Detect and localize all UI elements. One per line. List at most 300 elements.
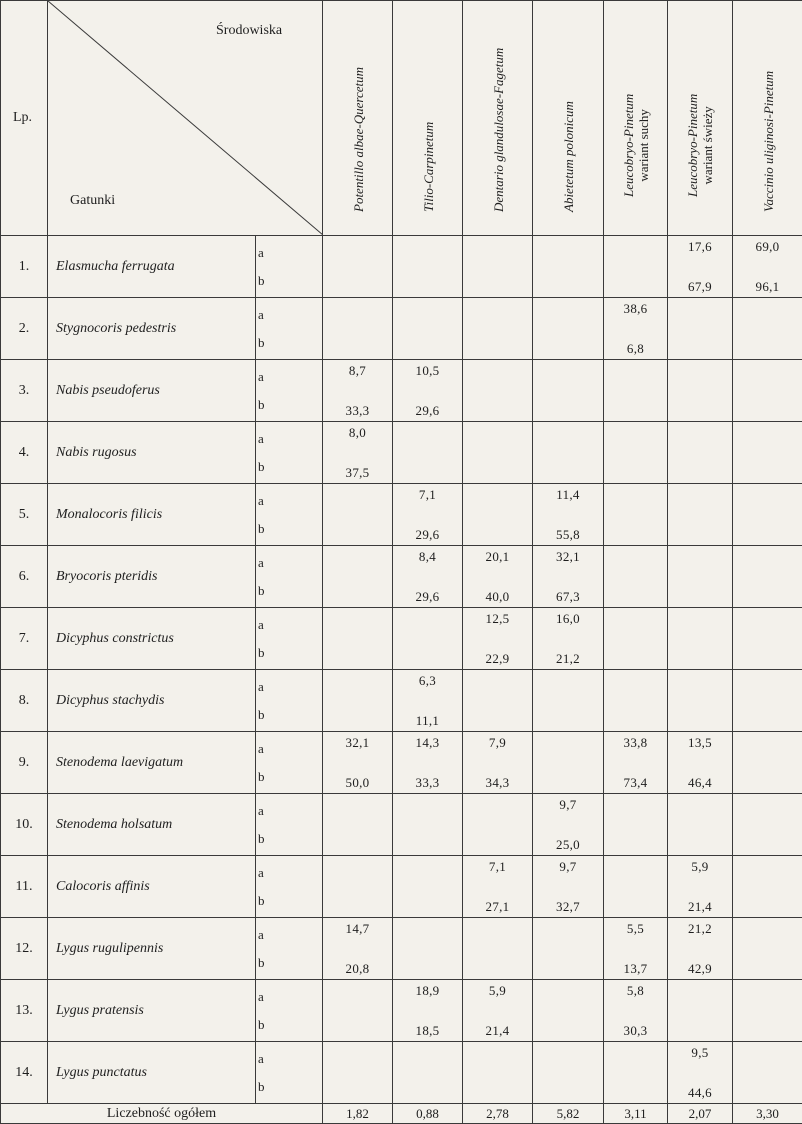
label-b: b	[256, 577, 322, 605]
value-b-col-6	[668, 701, 733, 732]
species-name: Lygus rugulipennis	[48, 918, 256, 980]
value-a-col-5	[604, 546, 668, 578]
label-a: a	[256, 425, 322, 453]
ab-labels	[256, 608, 323, 670]
value-b-col-1	[323, 267, 393, 298]
value-a-col-3: 7,1	[463, 856, 533, 888]
row-number: 9.	[1, 732, 48, 794]
value-a-col-1	[323, 980, 393, 1012]
label-b: b	[256, 267, 322, 295]
value-a-col-6	[668, 422, 733, 454]
value-a-col-5: 5,5	[604, 918, 668, 950]
value-b-col-2	[393, 825, 463, 856]
value-a-col-1	[323, 546, 393, 578]
value-b-col-2: 11,1	[393, 701, 463, 732]
value-b-col-4	[533, 391, 604, 422]
value-a-col-3	[463, 298, 533, 330]
value-a-col-4	[533, 236, 604, 268]
ab-labels	[256, 360, 323, 422]
col-header-6-text: Leucobryo-Pinetum wariant świeży	[685, 94, 715, 197]
value-a-col-5	[604, 236, 668, 268]
value-a-col-3: 5,9	[463, 980, 533, 1012]
value-b-col-3: 34,3	[463, 763, 533, 794]
value-b-col-5: 73,4	[604, 763, 668, 794]
value-b-col-1	[323, 887, 393, 918]
value-a-col-3: 12,5	[463, 608, 533, 640]
value-a-col-6	[668, 794, 733, 826]
row-number: 14.	[1, 1042, 48, 1104]
value-b-col-1	[323, 329, 393, 360]
value-b-col-3	[463, 267, 533, 298]
ab-labels	[256, 670, 323, 732]
value-a-col-1: 8,7	[323, 360, 393, 392]
value-b-col-1	[323, 701, 393, 732]
value-a-col-4: 9,7	[533, 856, 604, 888]
value-a-col-4: 11,4	[533, 484, 604, 516]
total-value-2: 0,88	[393, 1104, 463, 1124]
value-a-col-7	[733, 918, 802, 950]
table-row	[1, 360, 802, 392]
ab-labels	[256, 794, 323, 856]
row-number: 7.	[1, 608, 48, 670]
value-b-col-1: 37,5	[323, 453, 393, 484]
value-a-col-7	[733, 1042, 802, 1074]
value-b-col-7	[733, 329, 802, 360]
value-a-col-2: 14,3	[393, 732, 463, 764]
value-b-col-6	[668, 825, 733, 856]
totals-row	[1, 1104, 802, 1124]
label-b: b	[256, 701, 322, 729]
value-a-col-3	[463, 670, 533, 702]
value-b-col-3: 22,9	[463, 639, 533, 670]
species-name: Calocoris affinis	[48, 856, 256, 918]
value-b-col-5	[604, 577, 668, 608]
col-header-3	[463, 1, 533, 236]
total-value-6: 2,07	[668, 1104, 733, 1124]
value-a-col-3	[463, 1042, 533, 1074]
value-a-col-2	[393, 794, 463, 826]
value-a-col-1	[323, 856, 393, 888]
col-header-3-text: Dentario glandulosae-Fagetum	[491, 48, 506, 212]
label-b: b	[256, 1011, 322, 1039]
value-b-col-4: 21,2	[533, 639, 604, 670]
value-a-col-7	[733, 422, 802, 454]
value-a-col-3	[463, 484, 533, 516]
value-a-col-4: 9,7	[533, 794, 604, 826]
total-value-4: 5,82	[533, 1104, 604, 1124]
label-a: a	[256, 735, 322, 763]
value-a-col-5	[604, 422, 668, 454]
value-a-col-6: 17,6	[668, 236, 733, 268]
header-row	[1, 1, 802, 236]
value-b-col-7	[733, 639, 802, 670]
table-row	[1, 918, 802, 950]
value-b-col-5	[604, 701, 668, 732]
value-b-col-2	[393, 329, 463, 360]
value-a-col-6	[668, 360, 733, 392]
value-a-col-5	[604, 484, 668, 516]
value-b-col-2: 29,6	[393, 391, 463, 422]
value-a-col-1	[323, 794, 393, 826]
value-b-col-6	[668, 391, 733, 422]
value-b-col-3: 27,1	[463, 887, 533, 918]
value-a-col-4	[533, 918, 604, 950]
value-b-col-4	[533, 1011, 604, 1042]
col-header-4	[533, 1, 604, 236]
value-b-col-6	[668, 1011, 733, 1042]
value-a-col-7	[733, 980, 802, 1012]
value-b-col-5	[604, 267, 668, 298]
row-number: 6.	[1, 546, 48, 608]
value-b-col-5	[604, 391, 668, 422]
label-a: a	[256, 983, 322, 1011]
value-a-col-6: 9,5	[668, 1042, 733, 1074]
table-row	[1, 422, 802, 454]
species-name: Dicyphus constrictus	[48, 608, 256, 670]
value-b-col-5: 30,3	[604, 1011, 668, 1042]
table-row	[1, 1042, 802, 1074]
value-b-col-5	[604, 515, 668, 546]
value-a-col-7	[733, 732, 802, 764]
row-number: 13.	[1, 980, 48, 1042]
col-header-6	[668, 1, 733, 236]
table-body	[1, 236, 802, 1104]
value-a-col-4	[533, 732, 604, 764]
value-b-col-6	[668, 577, 733, 608]
value-b-col-6	[668, 329, 733, 360]
ab-labels	[256, 980, 323, 1042]
value-b-col-4	[533, 453, 604, 484]
value-b-col-2	[393, 453, 463, 484]
row-number: 1.	[1, 236, 48, 298]
value-a-col-6	[668, 298, 733, 330]
value-b-col-4	[533, 949, 604, 980]
value-b-col-2: 29,6	[393, 515, 463, 546]
label-a: a	[256, 301, 322, 329]
diagonal-header	[48, 1, 323, 236]
col-header-5-text: Leucobryo-Pinetum wariant suchy	[621, 94, 651, 197]
value-a-col-2	[393, 298, 463, 330]
label-a: a	[256, 549, 322, 577]
col-header-7	[733, 1, 802, 236]
value-b-col-5	[604, 453, 668, 484]
value-a-col-3: 7,9	[463, 732, 533, 764]
value-a-col-2	[393, 422, 463, 454]
value-b-col-6	[668, 453, 733, 484]
value-a-col-6	[668, 546, 733, 578]
species-name: Stygnocoris pedestris	[48, 298, 256, 360]
value-a-col-2: 7,1	[393, 484, 463, 516]
total-value-3: 2,78	[463, 1104, 533, 1124]
value-a-col-1: 8,0	[323, 422, 393, 454]
value-b-col-1	[323, 639, 393, 670]
value-a-col-4	[533, 422, 604, 454]
value-b-col-7	[733, 1011, 802, 1042]
value-b-col-7	[733, 701, 802, 732]
environments-label: Środowiska	[216, 23, 282, 39]
value-a-col-1: 14,7	[323, 918, 393, 950]
value-b-col-4: 67,3	[533, 577, 604, 608]
value-b-col-2: 29,6	[393, 577, 463, 608]
row-number: 11.	[1, 856, 48, 918]
label-a: a	[256, 797, 322, 825]
value-b-col-2	[393, 267, 463, 298]
value-a-col-4	[533, 670, 604, 702]
value-a-col-3	[463, 360, 533, 392]
label-a: a	[256, 363, 322, 391]
value-a-col-6	[668, 608, 733, 640]
row-number: 10.	[1, 794, 48, 856]
value-a-col-5	[604, 360, 668, 392]
value-b-col-7: 96,1	[733, 267, 802, 298]
value-b-col-3	[463, 391, 533, 422]
value-a-col-4	[533, 980, 604, 1012]
row-number: 8.	[1, 670, 48, 732]
species-name: Elasmucha ferrugata	[48, 236, 256, 298]
value-a-col-2: 10,5	[393, 360, 463, 392]
ab-labels	[256, 732, 323, 794]
col-header-2	[393, 1, 463, 236]
value-a-col-5	[604, 670, 668, 702]
value-a-col-6	[668, 980, 733, 1012]
value-b-col-1: 50,0	[323, 763, 393, 794]
value-b-col-3	[463, 701, 533, 732]
table-row	[1, 670, 802, 702]
value-b-col-1	[323, 577, 393, 608]
value-b-col-1: 33,3	[323, 391, 393, 422]
value-b-col-2: 18,5	[393, 1011, 463, 1042]
species-name: Bryocoris pteridis	[48, 546, 256, 608]
table-row	[1, 484, 802, 516]
value-a-col-2	[393, 608, 463, 640]
value-a-col-2: 18,9	[393, 980, 463, 1012]
value-a-col-2	[393, 918, 463, 950]
value-a-col-3	[463, 422, 533, 454]
value-b-col-5	[604, 825, 668, 856]
value-b-col-1: 20,8	[323, 949, 393, 980]
value-b-col-6	[668, 639, 733, 670]
label-b: b	[256, 639, 322, 667]
value-b-col-2	[393, 887, 463, 918]
species-name: Lygus pratensis	[48, 980, 256, 1042]
label-a: a	[256, 487, 322, 515]
label-b: b	[256, 453, 322, 481]
value-b-col-6: 67,9	[668, 267, 733, 298]
table-row	[1, 856, 802, 888]
value-b-col-3	[463, 515, 533, 546]
total-value-1: 1,82	[323, 1104, 393, 1124]
label-b: b	[256, 887, 322, 915]
value-a-col-2	[393, 236, 463, 268]
col-header-5	[604, 1, 668, 236]
ab-labels	[256, 918, 323, 980]
value-a-col-5: 5,8	[604, 980, 668, 1012]
table-row	[1, 794, 802, 826]
value-a-col-1	[323, 1042, 393, 1074]
value-a-col-5	[604, 856, 668, 888]
value-a-col-6: 13,5	[668, 732, 733, 764]
value-b-col-3: 21,4	[463, 1011, 533, 1042]
value-b-col-3: 40,0	[463, 577, 533, 608]
table-row	[1, 608, 802, 640]
value-b-col-6: 42,9	[668, 949, 733, 980]
value-b-col-4: 55,8	[533, 515, 604, 546]
value-b-col-2	[393, 639, 463, 670]
label-b: b	[256, 329, 322, 357]
table-row	[1, 236, 802, 268]
value-b-col-1	[323, 515, 393, 546]
value-a-col-4	[533, 298, 604, 330]
value-b-col-4: 32,7	[533, 887, 604, 918]
value-b-col-5: 13,7	[604, 949, 668, 980]
species-name: Monalocoris filicis	[48, 484, 256, 546]
ab-labels	[256, 236, 323, 298]
value-a-col-3	[463, 918, 533, 950]
value-b-col-7	[733, 949, 802, 980]
value-a-col-2: 8,4	[393, 546, 463, 578]
value-a-col-4: 16,0	[533, 608, 604, 640]
value-b-col-4	[533, 701, 604, 732]
row-number: 5.	[1, 484, 48, 546]
value-a-col-4	[533, 1042, 604, 1074]
row-number: 3.	[1, 360, 48, 422]
label-b: b	[256, 949, 322, 977]
value-a-col-4	[533, 360, 604, 392]
value-b-col-2	[393, 949, 463, 980]
value-a-col-5	[604, 794, 668, 826]
total-value-7: 3,30	[733, 1104, 802, 1124]
value-a-col-1	[323, 670, 393, 702]
value-b-col-7	[733, 577, 802, 608]
value-a-col-6: 5,9	[668, 856, 733, 888]
value-a-col-7	[733, 608, 802, 640]
value-b-col-2: 33,3	[393, 763, 463, 794]
label-a: a	[256, 611, 322, 639]
value-a-col-2	[393, 1042, 463, 1074]
value-b-col-5	[604, 639, 668, 670]
ab-labels	[256, 1042, 323, 1104]
value-a-col-1	[323, 484, 393, 516]
label-b: b	[256, 391, 322, 419]
label-b: b	[256, 763, 322, 791]
value-a-col-6: 21,2	[668, 918, 733, 950]
col-header-7-text: Vaccinio uliginosi-Pinetum	[761, 71, 776, 212]
value-a-col-1	[323, 236, 393, 268]
value-b-col-3	[463, 453, 533, 484]
value-a-col-1	[323, 608, 393, 640]
value-b-col-6: 21,4	[668, 887, 733, 918]
value-b-col-5: 6,8	[604, 329, 668, 360]
value-b-col-1	[323, 1011, 393, 1042]
value-b-col-7	[733, 391, 802, 422]
value-a-col-3: 20,1	[463, 546, 533, 578]
total-value-5: 3,11	[604, 1104, 668, 1124]
value-b-col-3	[463, 329, 533, 360]
value-a-col-3	[463, 794, 533, 826]
value-a-col-2	[393, 856, 463, 888]
species-name: Nabis rugosus	[48, 422, 256, 484]
value-b-col-5	[604, 887, 668, 918]
species-name: Stenodema holsatum	[48, 794, 256, 856]
value-a-col-5	[604, 1042, 668, 1074]
ab-labels	[256, 546, 323, 608]
species-name: Stenodema laevigatum	[48, 732, 256, 794]
value-b-col-7	[733, 515, 802, 546]
col-header-1	[323, 1, 393, 236]
label-b: b	[256, 515, 322, 543]
table-row	[1, 732, 802, 764]
col-header-1-text: Potentillo albae-Quercetum	[351, 67, 366, 212]
value-a-col-6	[668, 670, 733, 702]
value-b-col-3	[463, 825, 533, 856]
value-a-col-7: 69,0	[733, 236, 802, 268]
value-b-col-7	[733, 763, 802, 794]
ab-labels	[256, 856, 323, 918]
value-a-col-7	[733, 298, 802, 330]
value-b-col-4	[533, 329, 604, 360]
value-a-col-7	[733, 670, 802, 702]
col-header-4-text: Abietetum polonicum	[561, 101, 576, 212]
value-a-col-7	[733, 484, 802, 516]
species-name: Nabis pseudoferus	[48, 360, 256, 422]
value-b-col-7	[733, 825, 802, 856]
species-label: Gatunki	[70, 193, 115, 209]
value-a-col-7	[733, 546, 802, 578]
value-b-col-6	[668, 515, 733, 546]
lp-header-label: Lp.	[13, 110, 32, 125]
lp-header	[1, 1, 48, 236]
col-header-2-text: Tilio-Carpinetum	[421, 122, 436, 212]
value-b-col-7	[733, 887, 802, 918]
value-a-col-5: 38,6	[604, 298, 668, 330]
label-a: a	[256, 859, 322, 887]
value-a-col-7	[733, 856, 802, 888]
value-b-col-1	[323, 825, 393, 856]
value-b-col-6: 46,4	[668, 763, 733, 794]
value-b-col-4	[533, 763, 604, 794]
row-number: 12.	[1, 918, 48, 980]
label-b: b	[256, 825, 322, 853]
label-a: a	[256, 673, 322, 701]
value-a-col-2: 6,3	[393, 670, 463, 702]
value-b-col-4	[533, 267, 604, 298]
value-b-col-3	[463, 949, 533, 980]
label-a: a	[256, 921, 322, 949]
row-number: 2.	[1, 298, 48, 360]
value-b-col-6: 44,6	[668, 1073, 733, 1104]
value-a-col-7	[733, 794, 802, 826]
row-number: 4.	[1, 422, 48, 484]
value-a-col-7	[733, 360, 802, 392]
species-name: Lygus punctatus	[48, 1042, 256, 1104]
value-b-col-4: 25,0	[533, 825, 604, 856]
label-a: a	[256, 239, 322, 267]
table-row	[1, 298, 802, 330]
value-a-col-3	[463, 236, 533, 268]
value-a-col-6	[668, 484, 733, 516]
value-a-col-1: 32,1	[323, 732, 393, 764]
ab-labels	[256, 298, 323, 360]
ab-labels	[256, 484, 323, 546]
value-a-col-5	[604, 608, 668, 640]
value-a-col-4: 32,1	[533, 546, 604, 578]
species-name: Dicyphus stachydis	[48, 670, 256, 732]
value-a-col-1	[323, 298, 393, 330]
table-row	[1, 980, 802, 1012]
table-row	[1, 546, 802, 578]
totals-label: Liczebność ogółem	[1, 1104, 323, 1124]
value-b-col-7	[733, 453, 802, 484]
